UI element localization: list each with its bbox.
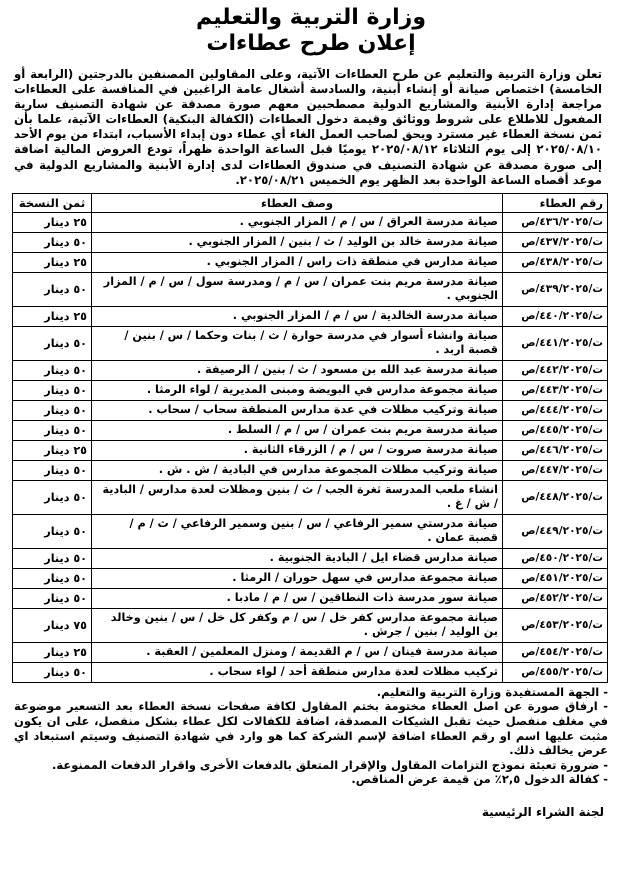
table-row <box>13 514 608 548</box>
copy-price-cell: ٢٥ دينار <box>13 212 92 232</box>
tender-description-cell: صيانة مجموعة مدارس كفر خل / س / م وكفر كل خل / س / بنين وخالد بن الوليد / بنين / جرش . <box>92 608 503 642</box>
tender-description-cell: صيانة مدرسة صروت / س / م / الزرقاء الثانية . <box>92 440 503 460</box>
tender-description-cell: صيانة مجموعة مدارس في البويضة ومبنى المديرية / لواء الرمثا . <box>92 380 503 400</box>
tender-description-cell: صيانة مدرسة مريم بنت عمران / س / م / ومدرسة سول / س / م / المزار الجنوبي . <box>92 272 503 306</box>
table-row <box>13 252 608 272</box>
copy-price-cell: ٥٠ دينار <box>13 360 92 380</box>
copy-price-cell: ٥٠ دينار <box>13 460 92 480</box>
table-row <box>13 568 608 588</box>
notes-section <box>14 685 608 787</box>
copy-price-cell: ٢٥ دينار <box>13 440 92 460</box>
intro-paragraph: تعلن وزارة التربية والتعليم عن طرح العطاءات الآتية، وعلى المقاولين المصنفين بالدرجتين (الرابعة أو الخامسة) اختصاص صيانة أو إنشاء أبنية، والسادسة أشغال عامة الراغبين في المنافسة على العطاءات مراجعة إدارة الأبنية والمشاريع الدولية مصطحبين معهم صورة مصدقة عن شهادة التصنيف سارية المفعول للاطلاع على شروط ووثائق وقيمة دخول العطاءات (الكفالة البنكية) العطاءات الآتية، علما بأن ثمن نسخة العطاء غير مسترد ويحق لصاحب العمل الغاء أي عطاء دون إبداء الأسباب، ابتداء من يوم الأحد ٢٠٢٥/٠٨/١٠ إلى يوم الثلاثاء ٢٠٢٥/٠٨/١٢ يوميًا قبل الساعة الواحدة ظهراً، تودع العروض المالية اضافة إلى صورة مصدقة عن شهادة التصنيف في صندوق العطاءات لدى إدارة الأبنية والمشاريع الدولية في موعد أقصاه الساعة الواحدة بعد الظهر يوم الخميس ٢٠٢٥/٠٨/٢١. <box>14 67 602 187</box>
note-item: - الجهة المستفيدة وزارة التربية والتعليم. <box>376 684 608 699</box>
tender-number-cell: ت/٤٤٤/٢٠٢٥/ص <box>503 400 608 420</box>
table-row <box>13 440 608 460</box>
tender-description-cell: صيانة مدرستي سمير الرفاعي / س / بنين وسمير الرفاعي / ث / م / قصبة عمان . <box>92 514 503 548</box>
copy-price-cell: ٥٠ دينار <box>13 548 92 568</box>
ministry-title: وزارة التربية والتعليم <box>196 5 426 30</box>
note-item: - كفالة الدخول ٢,٥٪ من قيمة عرض المناقص. <box>351 772 608 787</box>
table-row <box>13 588 608 608</box>
tender-description-cell: تركيب مظلات لعدة مدارس منطقة أحد / لواء سحاب . <box>92 662 503 682</box>
tender-description-cell: صيانة مدرسة خالد بن الوليد / ث / بنين / المزار الجنوبي . <box>92 232 503 252</box>
copy-price-cell: ٥٠ دينار <box>13 272 92 306</box>
note-item: - ضرورة تعبئة نموذج التزامات المقاول والإقرار المتعلق بالدفعات الأخرى واقرار الدفعات الممنوعة. <box>52 757 608 772</box>
tender-number-cell: ت/٤٤٣/٢٠٢٥/ص <box>503 380 608 400</box>
table-row <box>13 212 608 232</box>
copy-price-cell: ٥٠ دينار <box>13 568 92 588</box>
copy-price-cell: ٢٥ دينار <box>13 252 92 272</box>
tender-number-cell: ت/٤٥٢/٢٠٢٥/ص <box>503 588 608 608</box>
announcement-title: إعلان طرح عطاءات <box>206 31 416 56</box>
table-row <box>13 608 608 642</box>
tender-number-cell: ت/٤٥١/٢٠٢٥/ص <box>503 568 608 588</box>
copy-price-cell: ٧٥ دينار <box>13 608 92 642</box>
tender-number-cell: ت/٤٤٦/٢٠٢٥/ص <box>503 440 608 460</box>
tender-number-cell: ت/٤٤٧/٢٠٢٥/ص <box>503 460 608 480</box>
tender-number-cell: ت/٤٥٣/٢٠٢٥/ص <box>503 608 608 642</box>
tender-description-cell: صيانة وتركيب مظلات في عدة مدارس المنطقة سحاب / سحاب . <box>92 400 503 420</box>
copy-price-cell: ٥٠ دينار <box>13 588 92 608</box>
copy-price-cell: ٥٠ دينار <box>13 420 92 440</box>
copy-price-cell: ٥٠ دينار <box>13 232 92 252</box>
header-tender-number: رقم العطاء <box>503 193 608 212</box>
table-row <box>13 232 608 252</box>
tenders-table <box>12 193 608 683</box>
copy-price-cell: ٥٠ دينار <box>13 326 92 360</box>
tender-number-cell: ت/٤٤٨/٢٠٢٥/ص <box>503 480 608 514</box>
tender-number-cell: ت/٤٣٦/٢٠٢٥/ص <box>503 212 608 232</box>
header-copy-price: ثمن النسخة <box>13 193 92 212</box>
copy-price-cell: ٥٠ دينار <box>13 480 92 514</box>
tender-description-cell: صيانة مجموعة مدارس في سهل حوران / الرمثا . <box>92 568 503 588</box>
table-row <box>13 460 608 480</box>
tender-description-cell: انشاء ملعب المدرسة ثغرة الجب / ث / بنين ومظلات لعدة مدارس / البادية / ش / غ . <box>92 480 503 514</box>
copy-price-cell: ٥٠ دينار <box>13 662 92 682</box>
tender-description-cell: صيانة مدرسة فينان / س / م القديمة / ومنزل المعلمين / العقبة . <box>92 642 503 662</box>
copy-price-cell: ٥٠ دينار <box>13 400 92 420</box>
table-row <box>13 326 608 360</box>
table-row <box>13 272 608 306</box>
tender-description-cell: صيانة وانشاء أسوار في مدرسة حوارة / ث / بنات وحكما / س / بنين / قصبة اربد . <box>92 326 503 360</box>
tenders-table-body <box>13 212 608 682</box>
tender-number-cell: ت/٤٥٤/٢٠٢٥/ص <box>503 642 608 662</box>
tender-description-cell: صيانة مدرسة العراق / س / م / المزار الجنوبي . <box>92 212 503 232</box>
table-row <box>13 420 608 440</box>
tender-description-cell: صيانة مدرسة عبد الله بن مسعود / ث / بنين / الرصيفة . <box>92 360 503 380</box>
table-row <box>13 480 608 514</box>
table-row <box>13 306 608 326</box>
table-row <box>13 360 608 380</box>
committee-signature: لجنة الشراء الرئيسية <box>481 804 604 819</box>
header-tender-description: وصف العطاء <box>92 193 503 212</box>
table-header-row <box>13 193 608 212</box>
tender-number-cell: ت/٤٤٥/٢٠٢٥/ص <box>503 420 608 440</box>
tender-number-cell: ت/٤٥٥/٢٠٢٥/ص <box>503 662 608 682</box>
tender-number-cell: ت/٤٤٢/٢٠٢٥/ص <box>503 360 608 380</box>
table-row <box>13 380 608 400</box>
copy-price-cell: ٥٠ دينار <box>13 380 92 400</box>
note-item: - ارفاق صورة عن اصل العطاء مختومة بختم المقاول لكافة صفحات نسخة العطاء بعد التسعير موضوعة في مغلف منفصل حيث تقبل الشيكات المصدقة، اضافة للكفالات لكل عطاء بشكل منفصل، على ان يكون مثبت عليها اسم او رقم العطاء اضافة لإسم الشركة كما هو وارد في شهادة التصنيف وسيتم استبعاد اي عرض يخالف ذلك. <box>14 699 608 758</box>
tender-description-cell: صيانة مدارس قضاء ايل / البادية الجنوبية . <box>92 548 503 568</box>
tender-number-cell: ت/٤٣٩/٢٠٢٥/ص <box>503 272 608 306</box>
table-row <box>13 548 608 568</box>
tender-description-cell: صيانة وتركيب مظلات المجموعة مدارس في البادية / ش . ش . <box>92 460 503 480</box>
table-row <box>13 662 608 682</box>
tender-description-cell: صيانة سور مدرسة ذات النطاقين / س / م / مادبا . <box>92 588 503 608</box>
tender-number-cell: ت/٤٤٩/٢٠٢٥/ص <box>503 514 608 548</box>
tender-number-cell: ت/٤٣٧/٢٠٢٥/ص <box>503 232 608 252</box>
tender-description-cell: صيانة مدرسة مريم بنت عمران / س / م / السلط . <box>92 420 503 440</box>
copy-price-cell: ٢٥ دينار <box>13 306 92 326</box>
tender-number-cell: ت/٤٤٠/٢٠٢٥/ص <box>503 306 608 326</box>
table-row <box>13 642 608 662</box>
copy-price-cell: ٥٠ دينار <box>13 514 92 548</box>
tender-number-cell: ت/٤٣٨/٢٠٢٥/ص <box>503 252 608 272</box>
tender-number-cell: ت/٤٥٠/٢٠٢٥/ص <box>503 548 608 568</box>
table-row <box>13 400 608 420</box>
tender-number-cell: ت/٤٤١/٢٠٢٥/ص <box>503 326 608 360</box>
copy-price-cell: ٢٥ دينار <box>13 642 92 662</box>
tender-description-cell: صيانة مدارس في منطقة ذات راس / المزار الجنوبي . <box>92 252 503 272</box>
tender-description-cell: صيانة مدرسة الخالدية / س / م / المزار الجنوبي . <box>92 306 503 326</box>
